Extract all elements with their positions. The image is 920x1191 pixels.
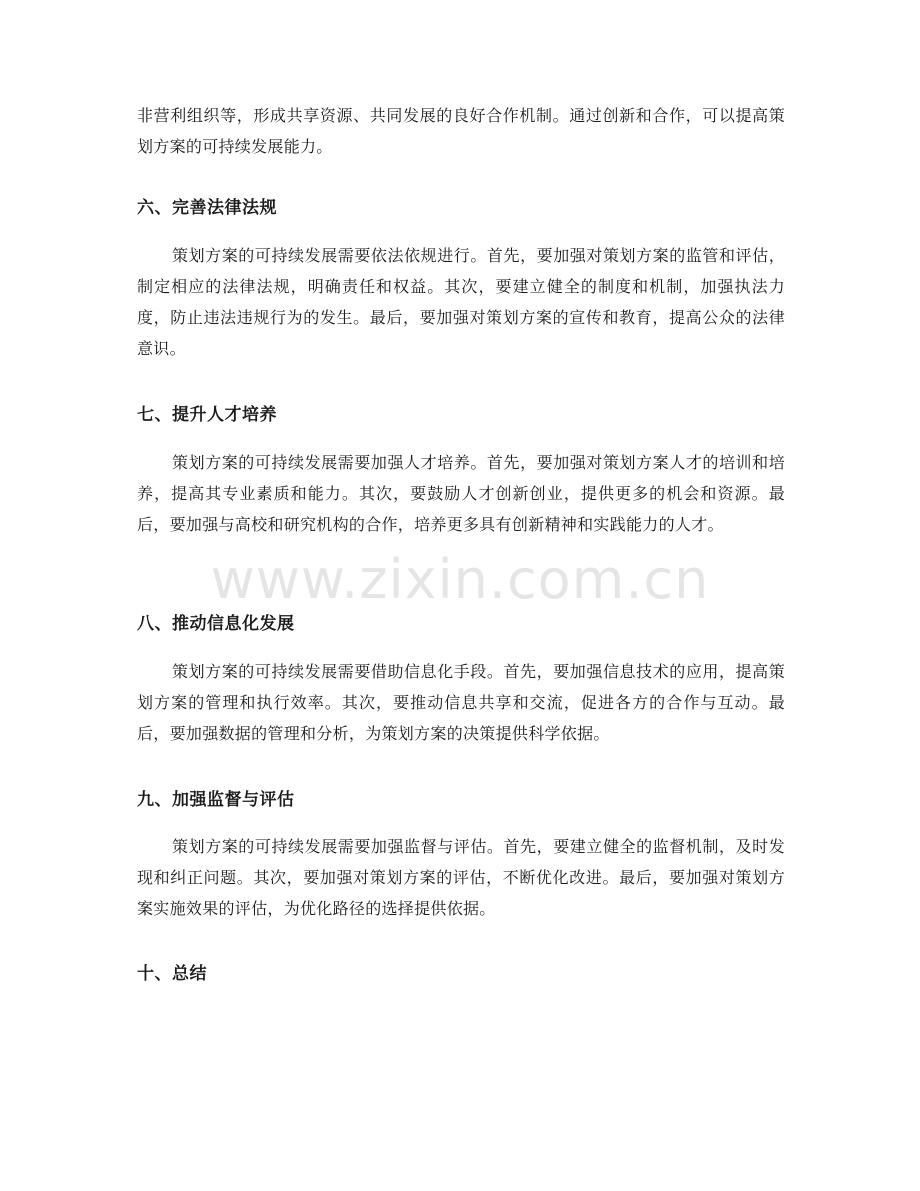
section-paragraph-7: 策划方案的可持续发展需要加强人才培养。首先，要加强对策划方案人才的培训和培养，提高其专业素质和能力。其次，要鼓励人才创新创业，提供更多的机会和资源。最后，要加强与高校和研究机构的合作，培养更多具有创新精神和实践能力的人才。 (137, 453, 785, 534)
watermark: www.zixin.com.cn (210, 548, 710, 611)
section-heading-6: 六、完善法律法规 (137, 198, 277, 218)
intro-paragraph: 非营利组织等，形成共享资源、共同发展的良好合作机制。通过创新和合作，可以提高策划方案的可持续发展能力。 (137, 106, 785, 156)
section-paragraph-9: 策划方案的可持续发展需要加强监督与评估。首先，要建立健全的监督机制，及时发现和纠正问题。其次，要加强对策划方案的评估，不断优化改进。最后，要加强对策划方案实施效果的评估，为优化路径的选择提供依据。 (137, 837, 785, 918)
section-heading-9: 九、加强监督与评估 (137, 790, 295, 810)
section-paragraph-8: 策划方案的可持续发展需要借助信息化手段。首先，要加强信息技术的应用，提高策划方案的管理和执行效率。其次，要推动信息共享和交流，促进各方的合作与互动。最后，要加强数据的管理和分析，为策划方案的决策提供科学依据。 (137, 662, 785, 743)
section-heading-10: 十、总结 (137, 964, 207, 984)
section-heading-8: 八、推动信息化发展 (137, 614, 295, 634)
section-heading-7: 七、提升人才培养 (137, 405, 277, 425)
section-paragraph-6: 策划方案的可持续发展需要依法依规进行。首先，要加强对策划方案的监管和评估，制定相应的法律法规，明确责任和权益。其次，要建立健全的制度和机制，加强执法力度，防止违法违规行为的发生。最后，要加强对策划方案的宣传和教育，提高公众的法律意识。 (137, 246, 785, 358)
